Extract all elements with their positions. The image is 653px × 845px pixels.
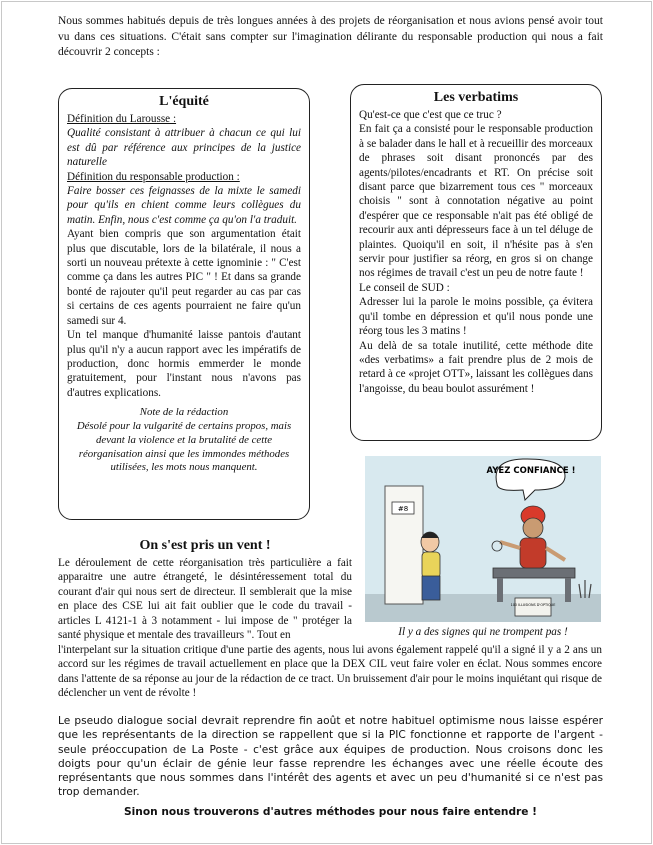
guru-head [523,518,543,538]
editor-note-title: Note de la rédaction [139,406,229,419]
equite-box [58,88,310,520]
optical-illusion-box [515,598,551,616]
production-definition-text: Faire bosser ces feignasses de la mixte le samedi pour qu'ils en chient comme leurs collègues du matin. Enfin, nous c'est comme ça qu'on l'a traduit. [67,185,301,226]
equite-paragraph-2: Un tel manque d'humanité laisse pantois d'autant plus qu'il n'y a aucun rapport avec les impératifs de production, donc hormis emmerder le monde gratuitement, pour l'instant nous n'avons pas d'autres explications. [67,329,301,399]
intro-paragraph: Nous sommes habitués depuis de très longues années à des projets de réorganisation et nous avions pensé avoir tout vu dans ces situations. C'était sans compter sur l'imagination délirante du responsable production qui nous a fait découvrir 2 concepts : [58,15,603,58]
verbatims-box [350,84,602,441]
vent-paragraph-narrow: Le déroulement de cette réorganisation très particulière a fait apparaitre une autre étrangeté, le désintéressement total du courant d'air qui nous sert de directeur. Il semblerait que la mise en place des CSE lui ait fait oublier que le code du travail - articles L 4121-1 à 3 notamment - lui impose de " protéger la santé physique et mentale des travailleurs ". Tout en [58,557,352,642]
vent-heading: On s'est pris un vent ! [139,538,271,553]
editor-note [67,406,301,475]
sud-advice-label: Le conseil de SUD : [359,281,450,294]
door-number: #8 [397,505,409,513]
closing-statement: Sinon nous trouverons d'autres méthodes pour nous faire entendre ! [124,806,537,818]
cartoon-desk [493,568,575,578]
desk-leg-left [497,578,503,602]
editor-note-text: Désolé pour la vulgarité de certains propos, mais devant la violence et la brutalité de cette réorganisation ainsi que les immondes méthodes utilisées, les mots nous manquent. [76,419,292,474]
speech-text: AYEZ CONFIANCE ! [486,466,576,476]
verbatims-paragraph-1: En fait ça a consisté pour le responsable production à se balader dans le hall et à recueillir des morceaux de phrases soit disant prononcés par des agents/pilotes/encadrants et RT. On précise soit disant parce que bizarrement tous ces " morceaux choisis " sont à connotation négative au point d'espérer que ce responsable n'ait pas été obligé de recourir aux anti dépresseurs face à un tel déluge de plaintes. Quoiqu'il en soit, il n'hésite pas à s'en servir pour justifier sa réorg, en gros si on change nos régimes de travail c'est un peu de notre faute ! [359,123,593,280]
final-paragraph: Le pseudo dialogue social devrait reprendre fin août et notre habituel optimisme nous laisse espérer que les représentants de la direction se rappellent que si la PIC fonctionne et rapporte de l'argent - seule préoccupation de La Poste - c'est grâce aux équipes de production. Nous croisons donc les doigts pour qu'un éclair de génie leur fasse reprendre les échanges avec une réelle écoute des représentants que nous sommes dans l'intérêt des agents et avec un peu d'humanité si ce n'est pas trop demander. [58,715,603,799]
cartoon-caption: Il y a des signes qui ne trompent pas ! [398,626,568,638]
verbatims-title: Les verbatims [433,90,519,105]
visitor-shirt [422,552,440,578]
verbatims-paragraph-3: Au delà de sa totale inutilité, cette méthode dite «des verbatims» a fait prendre plus de 2 mois de retard à ce «projet OTT», laissant les collègues dans l'angoisse, du beau boulot assurément ! [359,339,593,395]
desk-leg-right [565,578,571,602]
larousse-definition-label: Définition du Larousse : [67,113,177,125]
cartoon-illustration [365,456,601,622]
verbatims-question: Qu'est-ce que c'est que ce truc ? [359,109,502,121]
vent-paragraph-wide: l'interpelant sur la situation critique d'une partie des agents, nous lui avons également rappelé qu'il a signé il y a 2 ans un accord sur les régimes de travail actuellement en place que la DEX CIL veut faire voler en éclat. Nous sommes encore dans l'attente de sa réponse au jour de la rédaction de ce tract. Un bruissement d'air pour le moins inquiétant qui risque de déclencher un vent de révolte ! [58,644,602,700]
visitor-pants [422,576,440,600]
equite-title: L'équité [159,94,209,109]
box-label: 100 ILLUSIONS D'OPTIQUE [510,603,556,607]
equite-paragraph-1: Ayant bien compris que son argumentation était plus que discutable, lors de la bilatérale, il nous a sorti un nouveau prétexte à cette ignominie : " C'est comme ça dans les autres PIC " ! Et dans sa grande bonté de rajouter qu'il peut regarder au cas par cas si certains de ces agents pourraient ne faire qu'un samedi sur 4. [67,228,301,327]
verbatims-paragraph-2: Adresser lui la parole le moins possible, ça évitera qu'il tombe en dépression et qu'il nous ponde une réorg tous les 3 matins ! [359,296,593,338]
larousse-definition-text: Qualité consistant à attribuer à chacun ce qui lui est dû par référence aux principes de la justice naturelle [67,127,301,169]
guru-shirt [520,538,546,568]
production-definition-label: Définition du responsable production : [67,170,240,183]
